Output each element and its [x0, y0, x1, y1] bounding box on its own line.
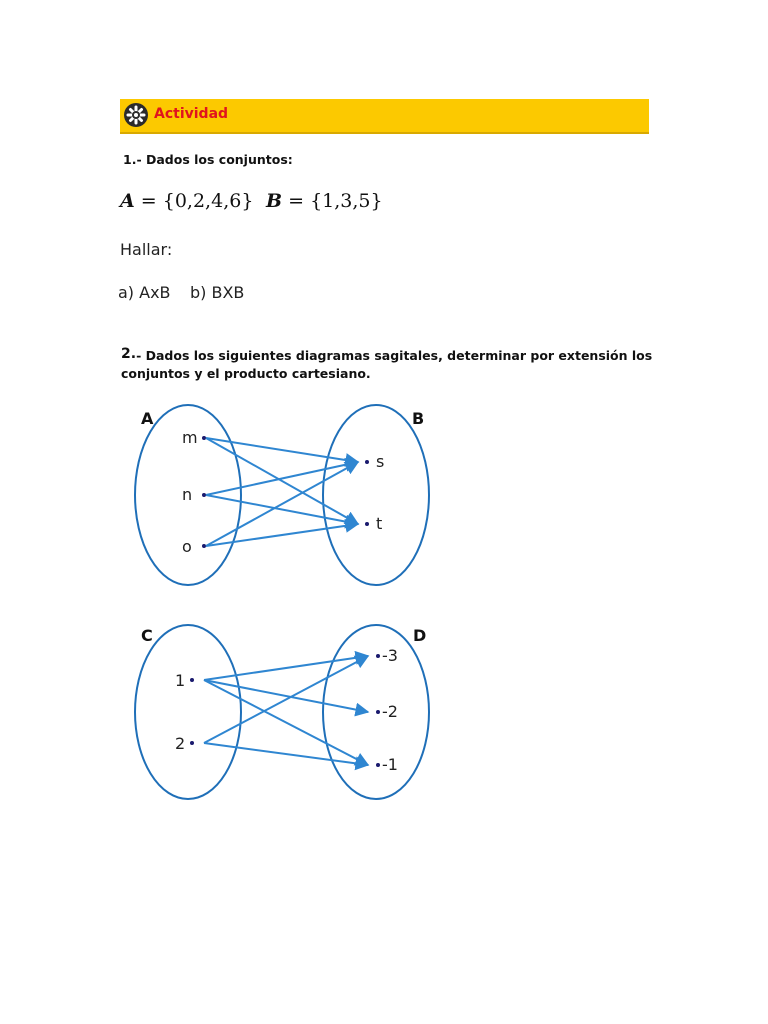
part-a-label: a) AxB: [118, 283, 171, 302]
part-b-label: b) BXB: [190, 283, 245, 302]
element-neg3: -3: [382, 646, 398, 665]
set-b-elements: = {1,3,5}: [288, 190, 383, 212]
arrow-2-neg3: [204, 656, 368, 743]
question-1-title: 1.- Dados los conjuntos:: [123, 152, 293, 167]
element-2: 2: [175, 734, 186, 753]
element-neg2: -2: [382, 702, 398, 721]
point-o: [202, 544, 206, 548]
arrow-o-s: [206, 462, 358, 546]
arrow-1-neg2: [204, 680, 368, 712]
point-2: [190, 741, 194, 745]
question-2-text-line1: - Dados los siguientes diagramas sagitales, determinar por extensión los: [136, 348, 653, 363]
question-2-number: 2.: [121, 346, 137, 362]
point-neg2: [376, 710, 380, 714]
diagram-2: [135, 625, 429, 799]
arrow-2-neg1: [204, 743, 368, 765]
element-neg1: -1: [382, 755, 398, 774]
question-2-title-line2: conjuntos y el producto cartesiano.: [121, 366, 371, 381]
point-m: [202, 436, 206, 440]
arrow-n-s: [206, 462, 358, 495]
point-1: [190, 678, 194, 682]
point-neg1: [376, 763, 380, 767]
set-c-label: C: [141, 626, 153, 645]
point-t: [365, 522, 369, 526]
find-label: Hallar:: [120, 240, 173, 259]
arrow-o-t: [206, 524, 358, 546]
element-t: t: [376, 514, 383, 533]
set-b-label: B: [412, 409, 425, 428]
point-neg3: [376, 654, 380, 658]
set-a-label: A: [141, 409, 154, 428]
set-c-ellipse: [135, 625, 241, 799]
arrow-n-t: [206, 495, 358, 524]
set-a-name: A: [120, 190, 135, 212]
set-a-elements: = {0,2,4,6}: [140, 190, 254, 212]
point-s: [365, 460, 369, 464]
set-d-label: D: [413, 626, 427, 645]
element-s: s: [376, 452, 385, 471]
diagram-1: [135, 405, 429, 585]
banner-title: Actividad: [154, 106, 229, 122]
set-b-ellipse: [323, 405, 429, 585]
set-b-name: B: [266, 190, 283, 212]
element-1: 1: [175, 671, 186, 690]
arrow-1-neg1: [204, 680, 368, 765]
element-n: n: [182, 485, 193, 504]
element-o: o: [182, 537, 192, 556]
element-m: m: [182, 428, 198, 447]
point-n: [202, 493, 206, 497]
